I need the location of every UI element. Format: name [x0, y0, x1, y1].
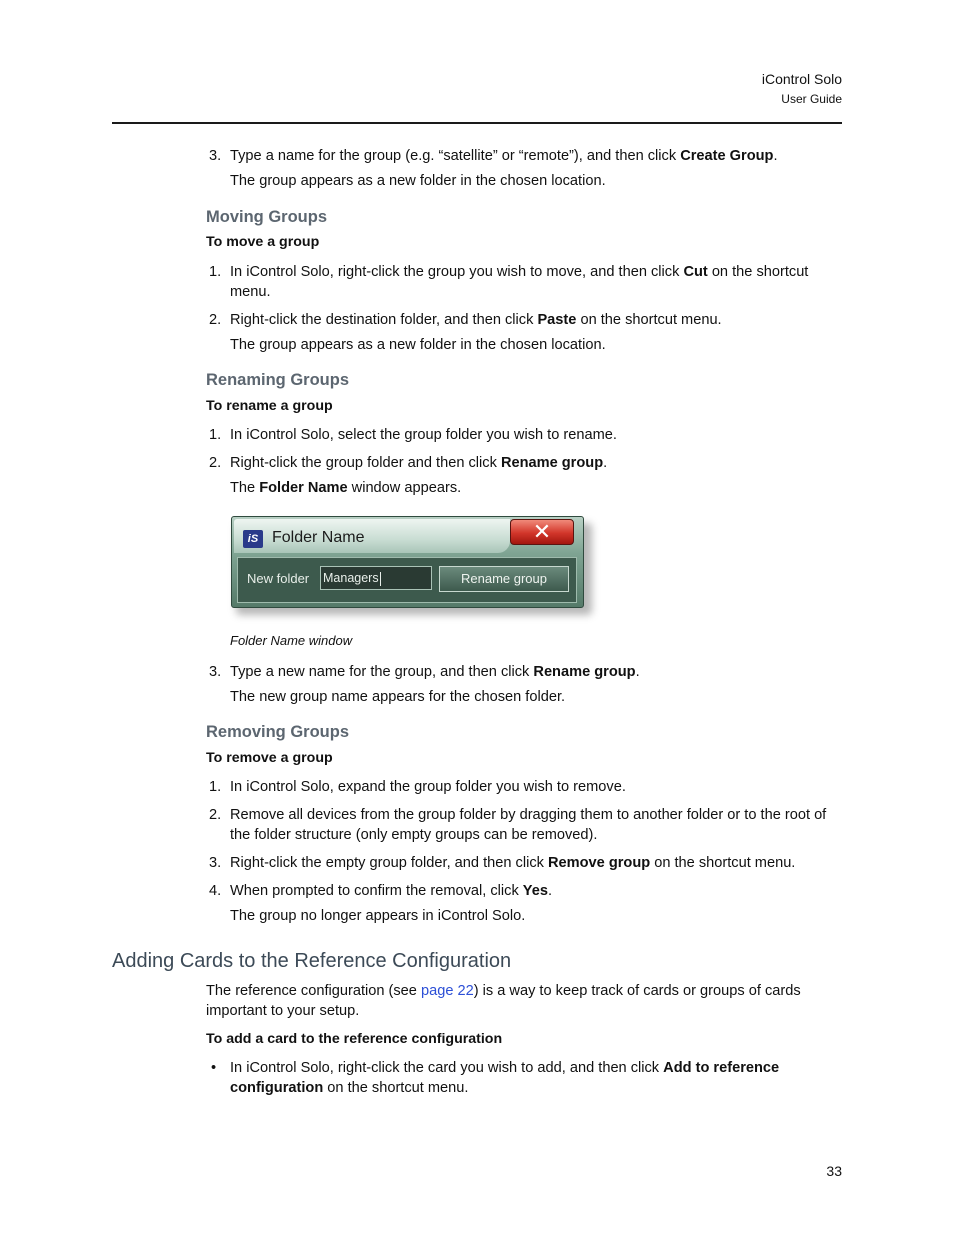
section-paragraph: The reference configuration (see page 22) is a way to keep track of cards or groups of cards important to your setup.	[206, 983, 801, 1019]
dialog-title: Folder Name	[272, 529, 365, 546]
step-result: The group appears as a new folder in the chosen location.	[230, 337, 606, 353]
step-text: In iControl Solo, select the group folder you wish to rename.	[230, 427, 617, 443]
header-title: iControl Solo	[761, 71, 842, 87]
step-text: Type a new name for the group, and then click Rename group.	[230, 664, 640, 680]
close-button[interactable]: ✕	[510, 519, 574, 545]
figure-caption: Folder Name window	[230, 633, 353, 648]
step-text: Right-click the group folder and then click Rename group.	[230, 455, 608, 471]
step-number: 3.	[209, 855, 222, 871]
dialog-titlebar	[234, 519, 510, 553]
step-number: 1.	[209, 427, 222, 443]
step-number: 4.	[209, 883, 222, 899]
step-number: 1.	[209, 779, 222, 795]
section-heading-adding: Adding Cards to the Reference Configuration	[112, 950, 512, 972]
step-number: 2.	[209, 455, 222, 471]
step-number: 3.	[209, 148, 222, 164]
section-heading-renaming: Renaming Groups	[206, 371, 350, 389]
section-heading-removing: Removing Groups	[206, 723, 350, 741]
step-number: 3.	[209, 664, 222, 680]
step-number: 1.	[209, 264, 222, 280]
folder-name-dialog	[231, 516, 584, 608]
step-text: Type a name for the group (e.g. “satellite” or “remote”), and then click Create Group.	[230, 148, 778, 164]
bullet-marker: •	[211, 1060, 217, 1076]
step-text: Right-click the destination folder, and then click Paste on the shortcut menu.	[230, 312, 722, 328]
step-number: 2.	[209, 312, 222, 328]
page-number: 33	[826, 1163, 842, 1179]
step-text: In iControl Solo, right-click the group you wish to move, and then click Cut on the shortcut menu.	[230, 264, 809, 300]
step-result: The group appears as a new folder in the chosen location.	[230, 173, 606, 189]
bullet-text: In iControl Solo, right-click the card you wish to add, and then click Add to reference configuration on the shortcut menu.	[230, 1060, 780, 1096]
app-logo-icon: iS	[243, 530, 263, 548]
new-folder-input[interactable]: Managers	[320, 566, 432, 590]
procedure-title: To remove a group	[206, 750, 333, 766]
header-subtitle: User Guide	[781, 92, 842, 106]
header-rule	[112, 122, 842, 124]
section-heading-moving: Moving Groups	[206, 208, 327, 226]
new-folder-label: New folder	[247, 571, 310, 586]
step-result: The Folder Name window appears.	[230, 480, 462, 496]
step-text: Right-click the empty group folder, and then click Remove group on the shortcut menu.	[230, 855, 796, 871]
step-text: Remove all devices from the group folder by dragging them to another folder or to the root of the folder structure (only empty groups can be removed).	[230, 807, 827, 843]
step-text: When prompted to confirm the removal, click Yes.	[230, 883, 553, 899]
procedure-title: To add a card to the reference configuration	[206, 1031, 503, 1047]
text-caret	[380, 572, 381, 586]
step-result: The new group name appears for the chosen folder.	[230, 689, 566, 705]
procedure-title: To move a group	[206, 234, 320, 250]
procedure-title: To rename a group	[206, 398, 333, 414]
step-text: In iControl Solo, expand the group folder you wish to remove.	[230, 779, 626, 795]
step-number: 2.	[209, 807, 222, 823]
step-result: The group no longer appears in iControl Solo.	[230, 908, 526, 924]
page-link[interactable]: page 22	[420, 983, 474, 999]
rename-group-button[interactable]: Rename group	[439, 566, 569, 592]
dialog-body	[237, 557, 577, 603]
